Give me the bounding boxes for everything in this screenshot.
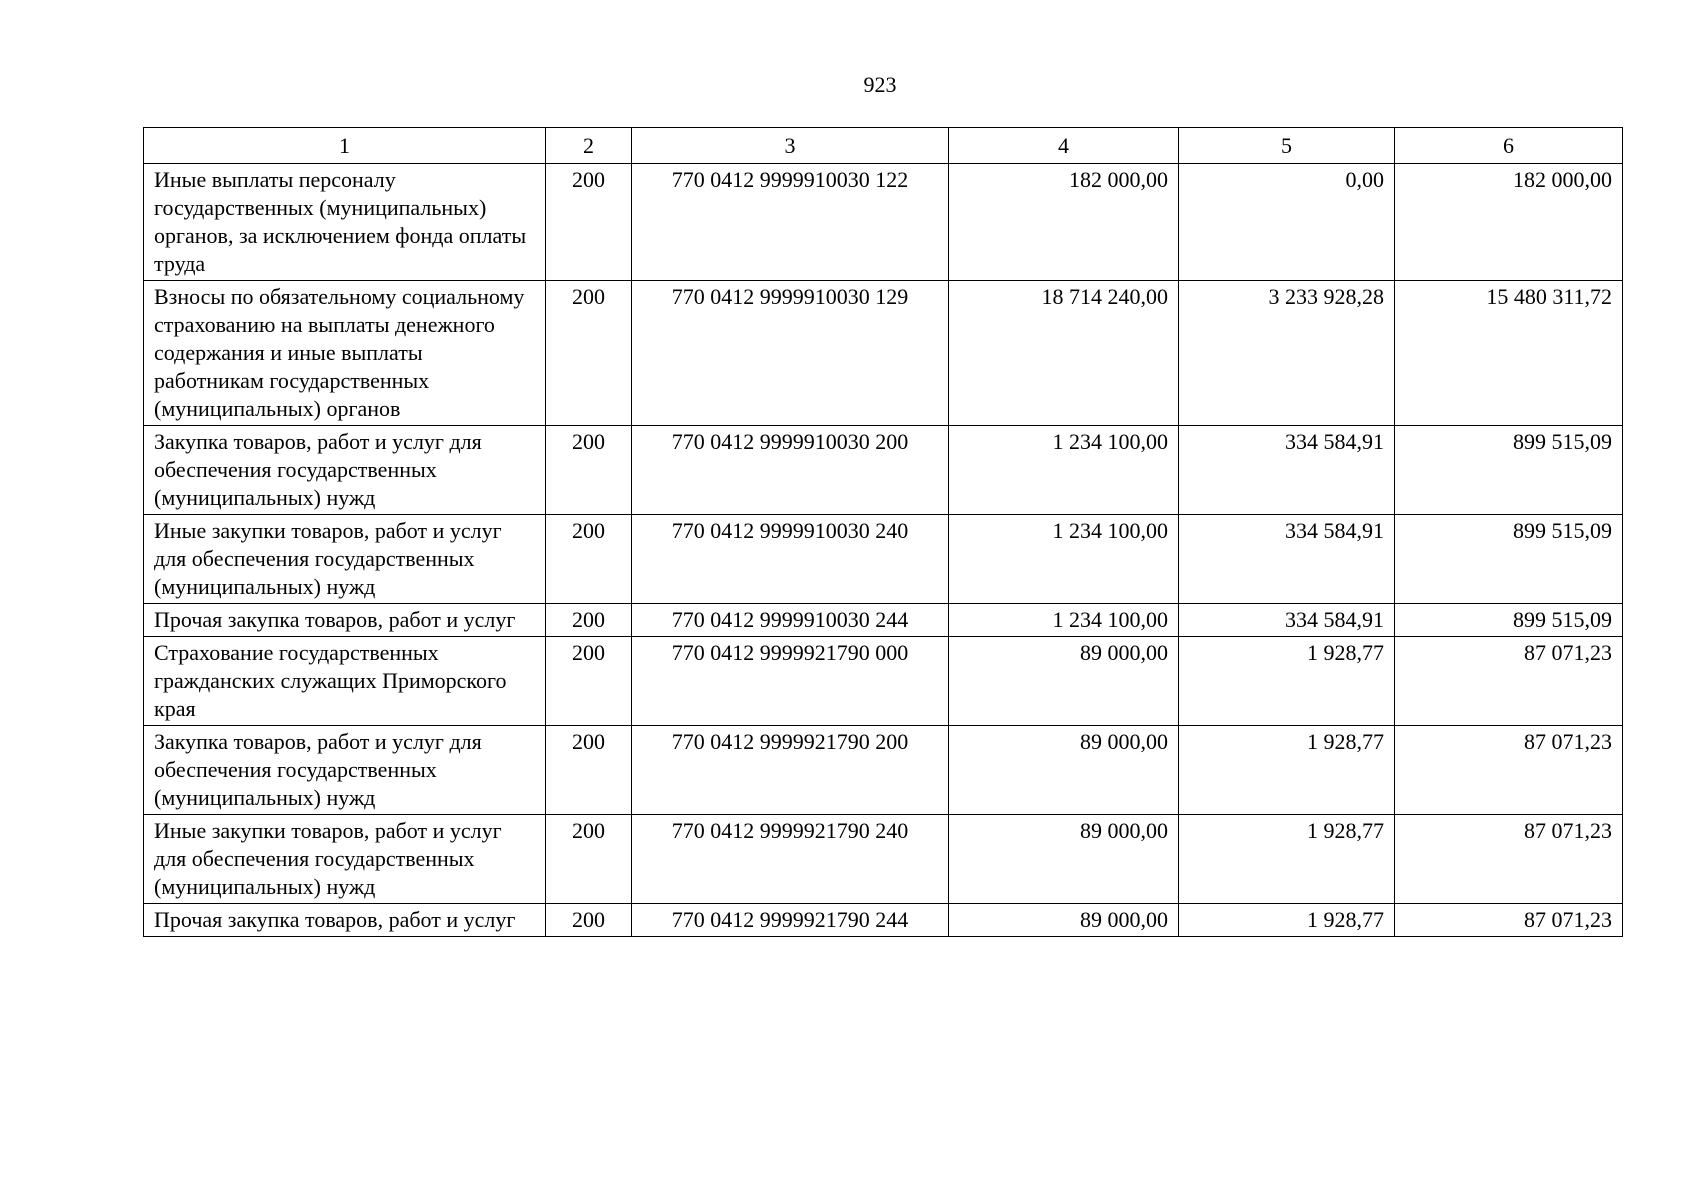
row-code-cell: 200 <box>546 515 632 604</box>
row-approved-cell: 89 000,00 <box>949 637 1179 726</box>
row-executed-cell: 1 928,77 <box>1179 637 1395 726</box>
row-kbk-cell: 770 0412 9999910030 129 <box>632 281 949 426</box>
table-row <box>144 164 1623 281</box>
table-row <box>144 515 1623 604</box>
row-approved-cell: 18 714 240,00 <box>949 281 1179 426</box>
row-remaining-cell: 87 071,23 <box>1395 726 1623 815</box>
row-kbk-cell: 770 0412 9999921790 000 <box>632 637 949 726</box>
row-kbk-cell: 770 0412 9999921790 244 <box>632 904 949 937</box>
table-row <box>144 604 1623 637</box>
table-row <box>144 726 1623 815</box>
row-name-cell: Прочая закупка товаров, работ и услуг <box>144 604 546 637</box>
row-executed-cell: 1 928,77 <box>1179 815 1395 904</box>
row-name-cell: Иные закупки товаров, работ и услуг для обеспечения государственных (муниципальных) нужд <box>144 815 546 904</box>
row-code-cell: 200 <box>546 815 632 904</box>
column-header-2: 2 <box>546 128 632 164</box>
row-kbk-cell: 770 0412 9999910030 240 <box>632 515 949 604</box>
row-remaining-cell: 899 515,09 <box>1395 515 1623 604</box>
row-kbk-cell: 770 0412 9999910030 244 <box>632 604 949 637</box>
row-approved-cell: 89 000,00 <box>949 726 1179 815</box>
column-header-5: 5 <box>1179 128 1395 164</box>
table-row <box>144 637 1623 726</box>
column-header-4: 4 <box>949 128 1179 164</box>
page-number: 923 <box>863 72 897 97</box>
column-header-6: 6 <box>1395 128 1623 164</box>
row-executed-cell: 334 584,91 <box>1179 515 1395 604</box>
row-name-cell: Закупка товаров, работ и услуг для обеспечения государственных (муниципальных) нужд <box>144 726 546 815</box>
row-approved-cell: 1 234 100,00 <box>949 515 1179 604</box>
row-executed-cell: 1 928,77 <box>1179 726 1395 815</box>
row-name-cell: Прочая закупка товаров, работ и услуг <box>144 904 546 937</box>
row-code-cell: 200 <box>546 726 632 815</box>
row-name-cell: Иные выплаты персоналу государственных (муниципальных) органов, за исключением фонда оплаты труда <box>144 164 546 281</box>
row-executed-cell: 334 584,91 <box>1179 426 1395 515</box>
row-code-cell: 200 <box>546 281 632 426</box>
row-approved-cell: 182 000,00 <box>949 164 1179 281</box>
row-approved-cell: 1 234 100,00 <box>949 426 1179 515</box>
row-kbk-cell: 770 0412 9999921790 200 <box>632 726 949 815</box>
row-name-cell: Взносы по обязательному социальному страхованию на выплаты денежного содержания и иные выплаты работникам государственных (муниципальных) органов <box>144 281 546 426</box>
row-kbk-cell: 770 0412 9999921790 240 <box>632 815 949 904</box>
row-remaining-cell: 182 000,00 <box>1395 164 1623 281</box>
row-remaining-cell: 87 071,23 <box>1395 637 1623 726</box>
row-executed-cell: 0,00 <box>1179 164 1395 281</box>
row-kbk-cell: 770 0412 9999910030 200 <box>632 426 949 515</box>
row-remaining-cell: 87 071,23 <box>1395 904 1623 937</box>
table-row <box>144 426 1623 515</box>
table-row <box>144 904 1623 937</box>
row-code-cell: 200 <box>546 426 632 515</box>
budget-table <box>143 127 1623 937</box>
row-remaining-cell: 87 071,23 <box>1395 815 1623 904</box>
row-approved-cell: 89 000,00 <box>949 904 1179 937</box>
table-row <box>144 815 1623 904</box>
row-name-cell: Закупка товаров, работ и услуг для обеспечения государственных (муниципальных) нужд <box>144 426 546 515</box>
row-name-cell: Страхование государственных гражданских служащих Приморского края <box>144 637 546 726</box>
row-code-cell: 200 <box>546 637 632 726</box>
row-code-cell: 200 <box>546 604 632 637</box>
row-executed-cell: 334 584,91 <box>1179 604 1395 637</box>
row-name-cell: Иные закупки товаров, работ и услуг для обеспечения государственных (муниципальных) нужд <box>144 515 546 604</box>
column-number-row <box>144 128 1623 164</box>
row-executed-cell: 3 233 928,28 <box>1179 281 1395 426</box>
row-kbk-cell: 770 0412 9999910030 122 <box>632 164 949 281</box>
column-header-1: 1 <box>144 128 546 164</box>
row-executed-cell: 1 928,77 <box>1179 904 1395 937</box>
row-approved-cell: 89 000,00 <box>949 815 1179 904</box>
row-remaining-cell: 899 515,09 <box>1395 426 1623 515</box>
row-remaining-cell: 15 480 311,72 <box>1395 281 1623 426</box>
column-header-3: 3 <box>632 128 949 164</box>
row-code-cell: 200 <box>546 904 632 937</box>
row-code-cell: 200 <box>546 164 632 281</box>
table-row <box>144 281 1623 426</box>
row-remaining-cell: 899 515,09 <box>1395 604 1623 637</box>
row-approved-cell: 1 234 100,00 <box>949 604 1179 637</box>
